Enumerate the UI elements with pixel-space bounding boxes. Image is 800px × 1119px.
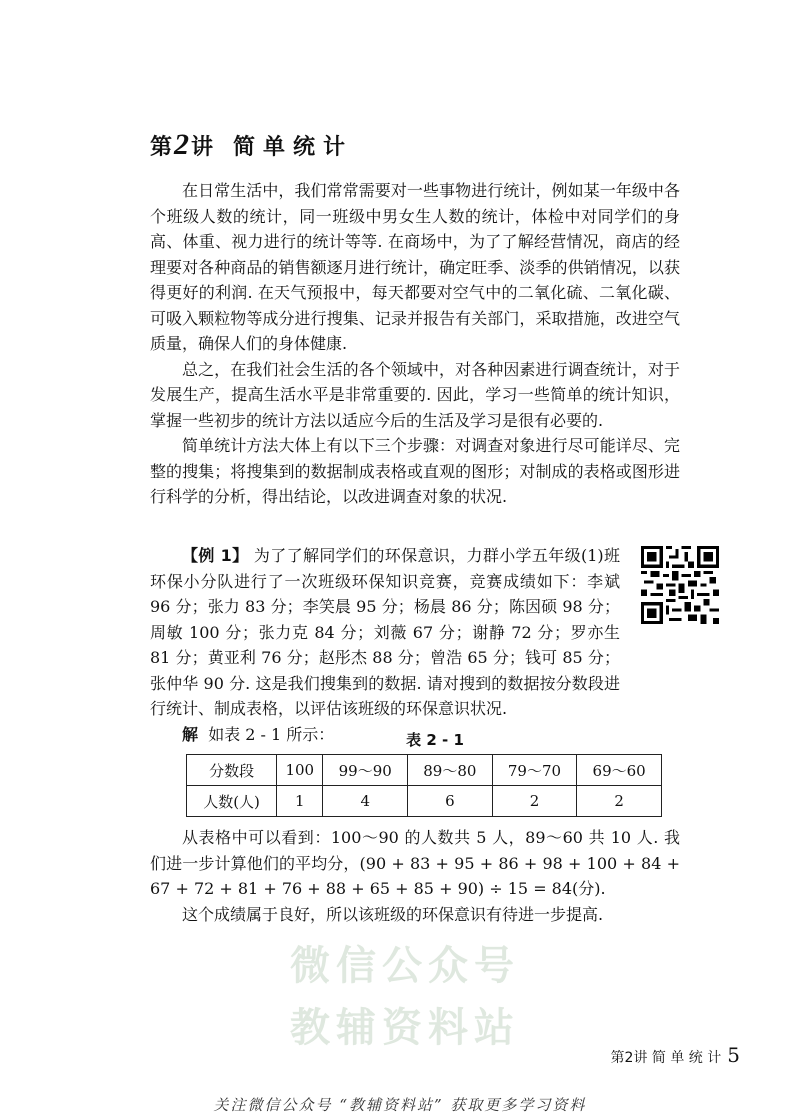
conclusion-section bbox=[150, 825, 680, 927]
example-section bbox=[150, 543, 680, 747]
solution-label: 解 bbox=[182, 724, 199, 744]
chapter-prefix: 第 bbox=[150, 135, 175, 160]
count-cell: 1 bbox=[277, 786, 323, 817]
range-cell: 89～80 bbox=[408, 755, 493, 786]
range-cell: 69～60 bbox=[577, 755, 662, 786]
count-cell: 4 bbox=[323, 786, 408, 817]
count-cell: 6 bbox=[408, 786, 493, 817]
solution-text: 如表 2 - 1 所示： bbox=[208, 724, 335, 744]
count-cell: 2 bbox=[577, 786, 662, 817]
range-cell: 79～70 bbox=[492, 755, 577, 786]
example-problem bbox=[150, 543, 620, 722]
conclusion-paragraph: 从表格中可以看到：100～90 的人数共 5 人，89～60 共 10 人. 我们进一步计算他们的平均分，(90 + 83 + 95 + 86 + 98 + 100 + 84 + 67 + 72 + 81 + 76 + 88 + 65 + 85 + 90) ÷ 15 = 84(分). bbox=[150, 828, 680, 898]
intro-paragraph: 总之，在我们社会生活的各个领域中，对各种因素进行调查统计，对于发展生产，提高生活水平是非常重要的. 因此，学习一些简单的统计知识，掌握一些初步的统计方法以适应今后的生活及学习是很有必要的. bbox=[150, 359, 680, 430]
chapter-name: 简单统计 bbox=[233, 135, 354, 160]
qr-code-icon[interactable] bbox=[641, 546, 719, 624]
chapter-title bbox=[150, 128, 353, 162]
range-cell: 99～90 bbox=[323, 755, 408, 786]
intro-paragraph: 简单统计方法大体上有以下三个步骤：对调查对象进行尽可能详尽、完整的搜集；将搜集到的数据制成表格或直观的图形；对制成的表格或图形进行科学的分析，得出结论，以改进调查对象的状况. bbox=[150, 436, 680, 506]
table-caption: 表 2 - 1 bbox=[406, 731, 464, 749]
intro-section bbox=[150, 178, 680, 510]
intro-paragraph: 在日常生活中，我们常常需要对一些事物进行统计，例如某一年级中各个班级人数的统计，同一班级中男女生人数的统计，体检中对同学们的身高、体重、视力进行的统计等等. 在商场中，为了了解经营情况，商店的经理要对各种商品的销售额逐月进行统计，确定旺季、淡季的供销情况，以获得更好的利润. 在天气预报中，每天都要对空气中的二氧化硫、二氧化碳、可吸入颗粒物等成分进行搜集、记录并报告有关部门，采取措施，改进空气质量，确保人们的身体健康. bbox=[150, 181, 680, 353]
bottom-banner: 关注微信公众号 “教辅资料站” 获取更多学习资料 bbox=[213, 1096, 587, 1114]
chapter-suffix: 讲 bbox=[191, 135, 216, 160]
chapter-number: 2 bbox=[174, 128, 192, 161]
range-cell: 100 bbox=[277, 755, 323, 786]
score-table bbox=[186, 754, 662, 817]
example-label: 【例 1】 bbox=[182, 546, 249, 565]
footer-section: 第2讲 简 单 统 计 bbox=[610, 1050, 722, 1066]
example-text: 为了了解同学们的环保意识，力群小学五年级(1)班环保小分队进行了一次班级环保知识竞赛，竞赛成绩如下：李斌 96 分；张力 83 分；李笑晨 95 分；杨晨 86 分；陈因硕 98 分；周敏 100 分；张力克 84 分；刘薇 67 分；谢静 72 分；罗亦生 81 分；黄亚利 76 分；赵彤杰 88 分；曾浩 65 分；钱可 85 分；张仲华 90 分. 这是我们搜集到的数据. 请对搜到的数据按分数段进行统计、制成表格，以评估该班级的环保意识状况. bbox=[150, 546, 620, 718]
watermark-line: 微信公众号 bbox=[290, 943, 520, 989]
row-header-count: 人数(人) bbox=[187, 786, 277, 817]
table-row bbox=[187, 786, 662, 817]
row-header-range: 分数段 bbox=[187, 755, 277, 786]
watermark-line: 教辅资料站 bbox=[290, 1005, 520, 1051]
conclusion-paragraph: 这个成绩属于良好，所以该班级的环保意识有待进一步提高. bbox=[182, 904, 604, 924]
table-row bbox=[187, 755, 662, 786]
watermark bbox=[240, 935, 570, 1059]
page-footer bbox=[611, 1043, 740, 1067]
page-number: 5 bbox=[727, 1043, 740, 1067]
count-cell: 2 bbox=[492, 786, 577, 817]
